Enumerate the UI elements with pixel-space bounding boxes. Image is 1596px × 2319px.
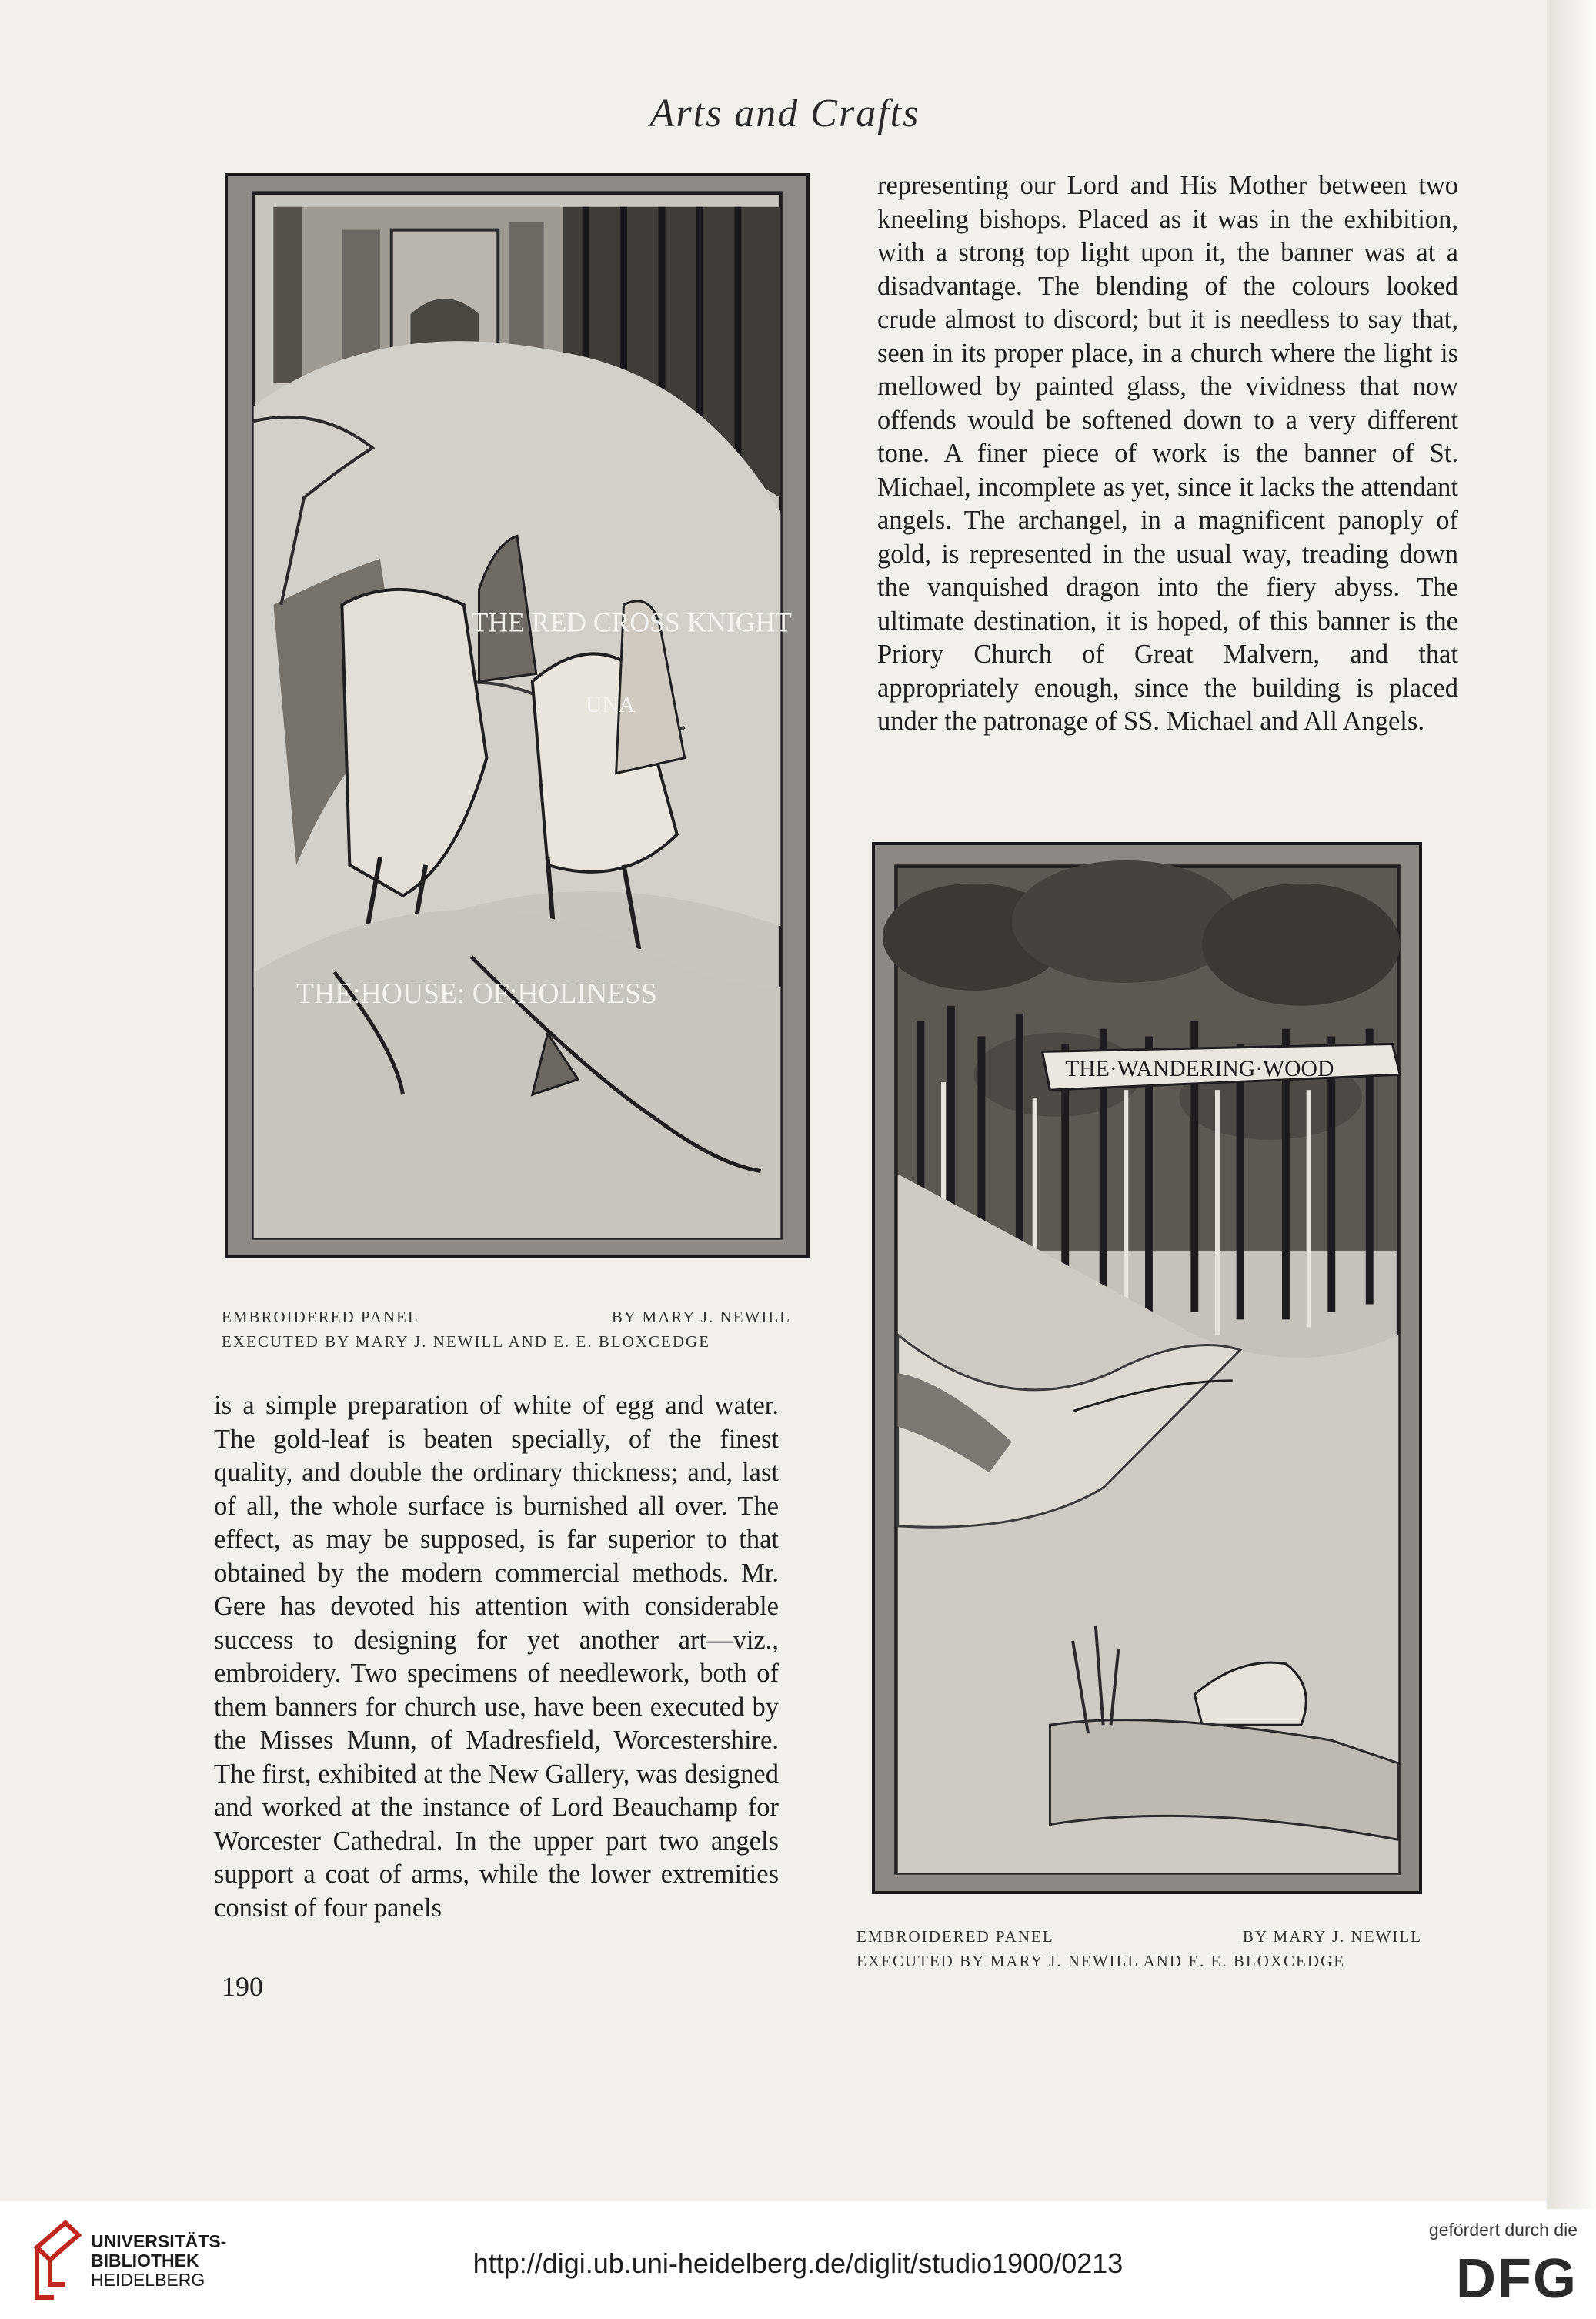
- library-name-line3: HEIDELBERG: [91, 2270, 205, 2290]
- embroidered-panel-wandering-wood: [872, 842, 1422, 1894]
- funding-label: gefördert durch die: [1428, 2220, 1578, 2240]
- caption-left-title: EMBROIDERED PANEL: [222, 1308, 419, 1326]
- text-column-left: [214, 1389, 779, 1925]
- page-number: 190: [222, 1971, 263, 2002]
- panel-illustration: [875, 845, 1419, 1891]
- caption-right-author: BY MARY J. NEWILL: [1242, 1927, 1422, 1946]
- panel-illustration: [228, 176, 806, 1255]
- caption-left-author: BY MARY J. NEWILL: [611, 1308, 791, 1326]
- caption-right-panel: [856, 1924, 1422, 1973]
- library-name-line2: BIBLIOTHEK: [91, 2250, 199, 2271]
- embroidered-panel-red-cross-knight: [225, 173, 810, 1258]
- permalink-url[interactable]: http://digi.ub.uni-heidelberg.de/diglit/studio1900/0213: [472, 2247, 1124, 2279]
- library-name-line1: UNIVERSITÄTS-: [91, 2231, 227, 2251]
- text-column-right: [877, 169, 1458, 739]
- inscription-wandering-wood: THE·WANDERING·WOOD: [1065, 1056, 1334, 1082]
- inscription-una: UNA: [586, 691, 636, 718]
- caption-left-panel: [222, 1305, 791, 1354]
- running-head: Arts and Crafts: [649, 92, 920, 135]
- inscription-house-of-holiness: THE:HOUSE: OF:HOLINESS: [296, 977, 657, 1010]
- inscription-red-cross-knight: THE RED CROSS KNIGHT: [471, 606, 792, 638]
- dfg-logo[interactable]: DFG: [1456, 2248, 1578, 2310]
- caption-right-title: EMBROIDERED PANEL: [856, 1927, 1054, 1946]
- paragraph-left: is a simple preparation of white of egg and water. The gold-leaf is beaten specially, of the finest quality, and double the ordinary thickness; and, last of all, the whole surface is burnished all over. The effect, as may be supposed, is far superior to that obtained by the modern commercial methods. Mr. Gere has devoted his attention with considerable success to designing for yet another art—viz., embroidery. Two specimens of needlework, both of them banners for church use, have been executed by the Misses Munn, of Madresfield, Worcestershire. The first, exhibited at the New Gallery, was designed and worked at the instance of Lord Beauchamp for Worcester Cathedral. In the upper part two angels support a coat of arms, while the lower extremities consist of four panels: [214, 1391, 779, 1923]
- caption-right-executed: EXECUTED BY MARY J. NEWILL AND E. E. BLOXCEDGE: [856, 1952, 1346, 1970]
- paragraph-right: representing our Lord and His Mother between two kneeling bishops. Placed as it was in the exhibition, with a strong top light upon it, the banner was at a disadvantage. The blending of the colours looked crude almost to discord; but it is needless to say that, seen in its proper place, in a church where the light is mellowed by painted glass, the vividness that now offends would be softened down to a very different tone. A finer piece of work is the banner of St. Michael, incomplete as yet, since it lacks the attendant angels. The archangel, in a magnificent panoply of gold, is represented in the usual way, treading down the vanquished dragon into the fiery abyss. The ultimate destination, it is hoped, of this banner is the Priory Church of Great Malvern, and that appropriately enough, since the building is placed under the patronage of SS. Michael and All Angels.: [877, 171, 1458, 736]
- page-edge-shadow: [1547, 0, 1596, 2209]
- caption-left-executed: EXECUTED BY MARY J. NEWILL AND E. E. BLOXCEDGE: [222, 1332, 711, 1351]
